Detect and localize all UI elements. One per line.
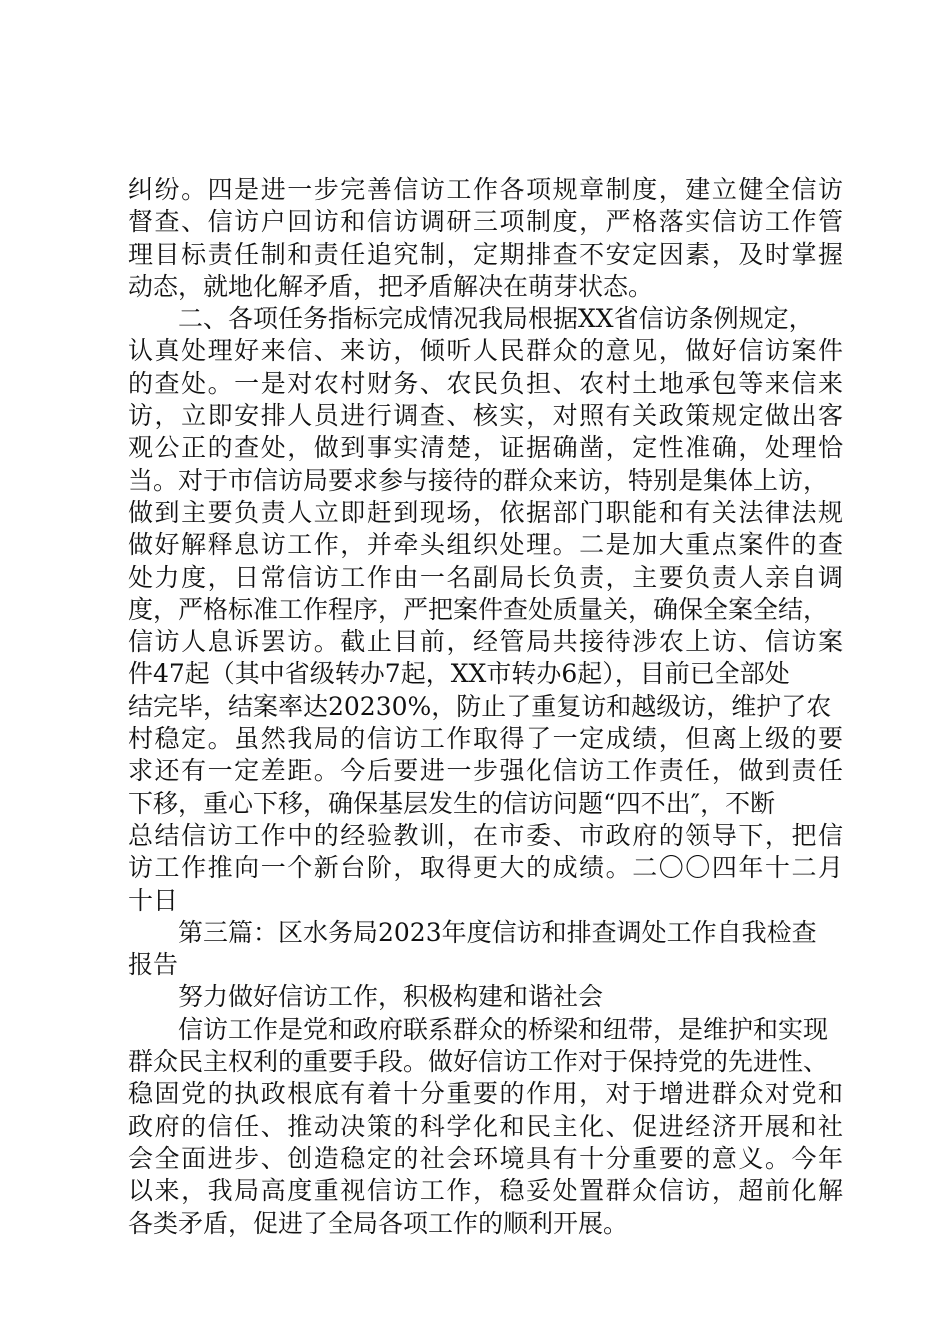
text-line: 认真处理好来信、来访，倾听人民群众的意见，做好信访案件	[128, 336, 843, 366]
text-line: 做到主要负责人立即赶到现场，依据部门职能和有关法律法规	[128, 497, 843, 527]
document-body	[128, 174, 843, 1240]
text-line: 信访人息诉罢访。截止目前，经管局共接待涉农上访、信访案	[128, 627, 843, 657]
text-line: 的查处。一是对农村财务、农民负担、农村土地承包等来信来	[128, 368, 843, 398]
text-line: 十日	[128, 885, 179, 915]
text-line: 总结信访工作中的经验教训，在市委、市政府的领导下，把信	[128, 820, 843, 850]
text-line: 政府的信任、推动决策的科学化和民主化、促进经济开展和社	[128, 1111, 843, 1141]
text-line: 结完毕，结案率达20230%，防止了重复访和越级访，维护了农	[128, 691, 832, 721]
text-line: 访工作推向一个新台阶，取得更大的成绩。二〇〇四年十二月	[128, 853, 843, 883]
text-line: 理目标责任制和责任追究制，定期排查不安定因素，及时掌握	[128, 239, 843, 269]
text-line: 二、各项任务指标完成情况我局根据XX省信访条例规定，	[178, 304, 814, 334]
text-line: 做好解释息访工作，并牵头组织处理。二是加大重点案件的查	[128, 530, 843, 560]
section-heading-cont: 报告	[128, 950, 179, 980]
text-line: 稳固党的执政根底有着十分重要的作用，对于增进群众对党和	[128, 1079, 843, 1109]
text-line: 督查、信访户回访和信访调研三项制度，严格落实信访工作管	[128, 207, 843, 237]
subtitle: 努力做好信访工作，积极构建和谐社会	[178, 982, 604, 1012]
text-line: 下移，重心下移，确保基层发生的信访问题“四不出″，不断	[128, 788, 776, 818]
text-line: 各类矛盾，促进了全局各项工作的顺利开展。	[128, 1208, 629, 1238]
text-line: 件47起（其中省级转办7起，XX市转办6起），目前已全部处	[128, 659, 790, 689]
text-line: 观公正的查处，做到事实清楚，证据确凿，定性准确，处理恰	[128, 433, 843, 463]
text-line: 以来，我局高度重视信访工作，稳妥处置群众信访，超前化解	[128, 1176, 843, 1206]
text-line: 处力度，日常信访工作由一名副局长负责，主要负责人亲自调	[128, 562, 843, 592]
text-line: 当。对于市信访局要求参与接待的群众来访，特别是集体上访，	[128, 465, 829, 495]
text-line: 群众民主权利的重要手段。做好信访工作对于保持党的先进性、	[128, 1047, 829, 1077]
text-line: 度，严格标准工作程序，严把案件查处质量关，确保全案全结，	[128, 594, 829, 624]
text-line: 村稳定。虽然我局的信访工作取得了一定成绩，但离上级的要	[128, 724, 843, 754]
text-line: 信访工作是党和政府联系群众的桥梁和纽带，是维护和实现	[178, 1014, 829, 1044]
text-line: 求还有一定差距。今后要进一步强化信访工作责任，做到责任	[128, 756, 843, 786]
section-heading: 第三篇：区水务局2023年度信访和排查调处工作自我检查	[178, 917, 817, 947]
text-line: 纠纷。四是进一步完善信访工作各项规章制度，建立健全信访	[128, 175, 843, 204]
text-line: 动态，就地化解矛盾，把矛盾解决在萌芽状态。	[128, 271, 654, 301]
text-line: 访，立即安排人员进行调查、核实，对照有关政策规定做出客	[128, 401, 843, 431]
text-line: 会全面进步、创造稳定的社会环境具有十分重要的意义。今年	[128, 1143, 843, 1173]
